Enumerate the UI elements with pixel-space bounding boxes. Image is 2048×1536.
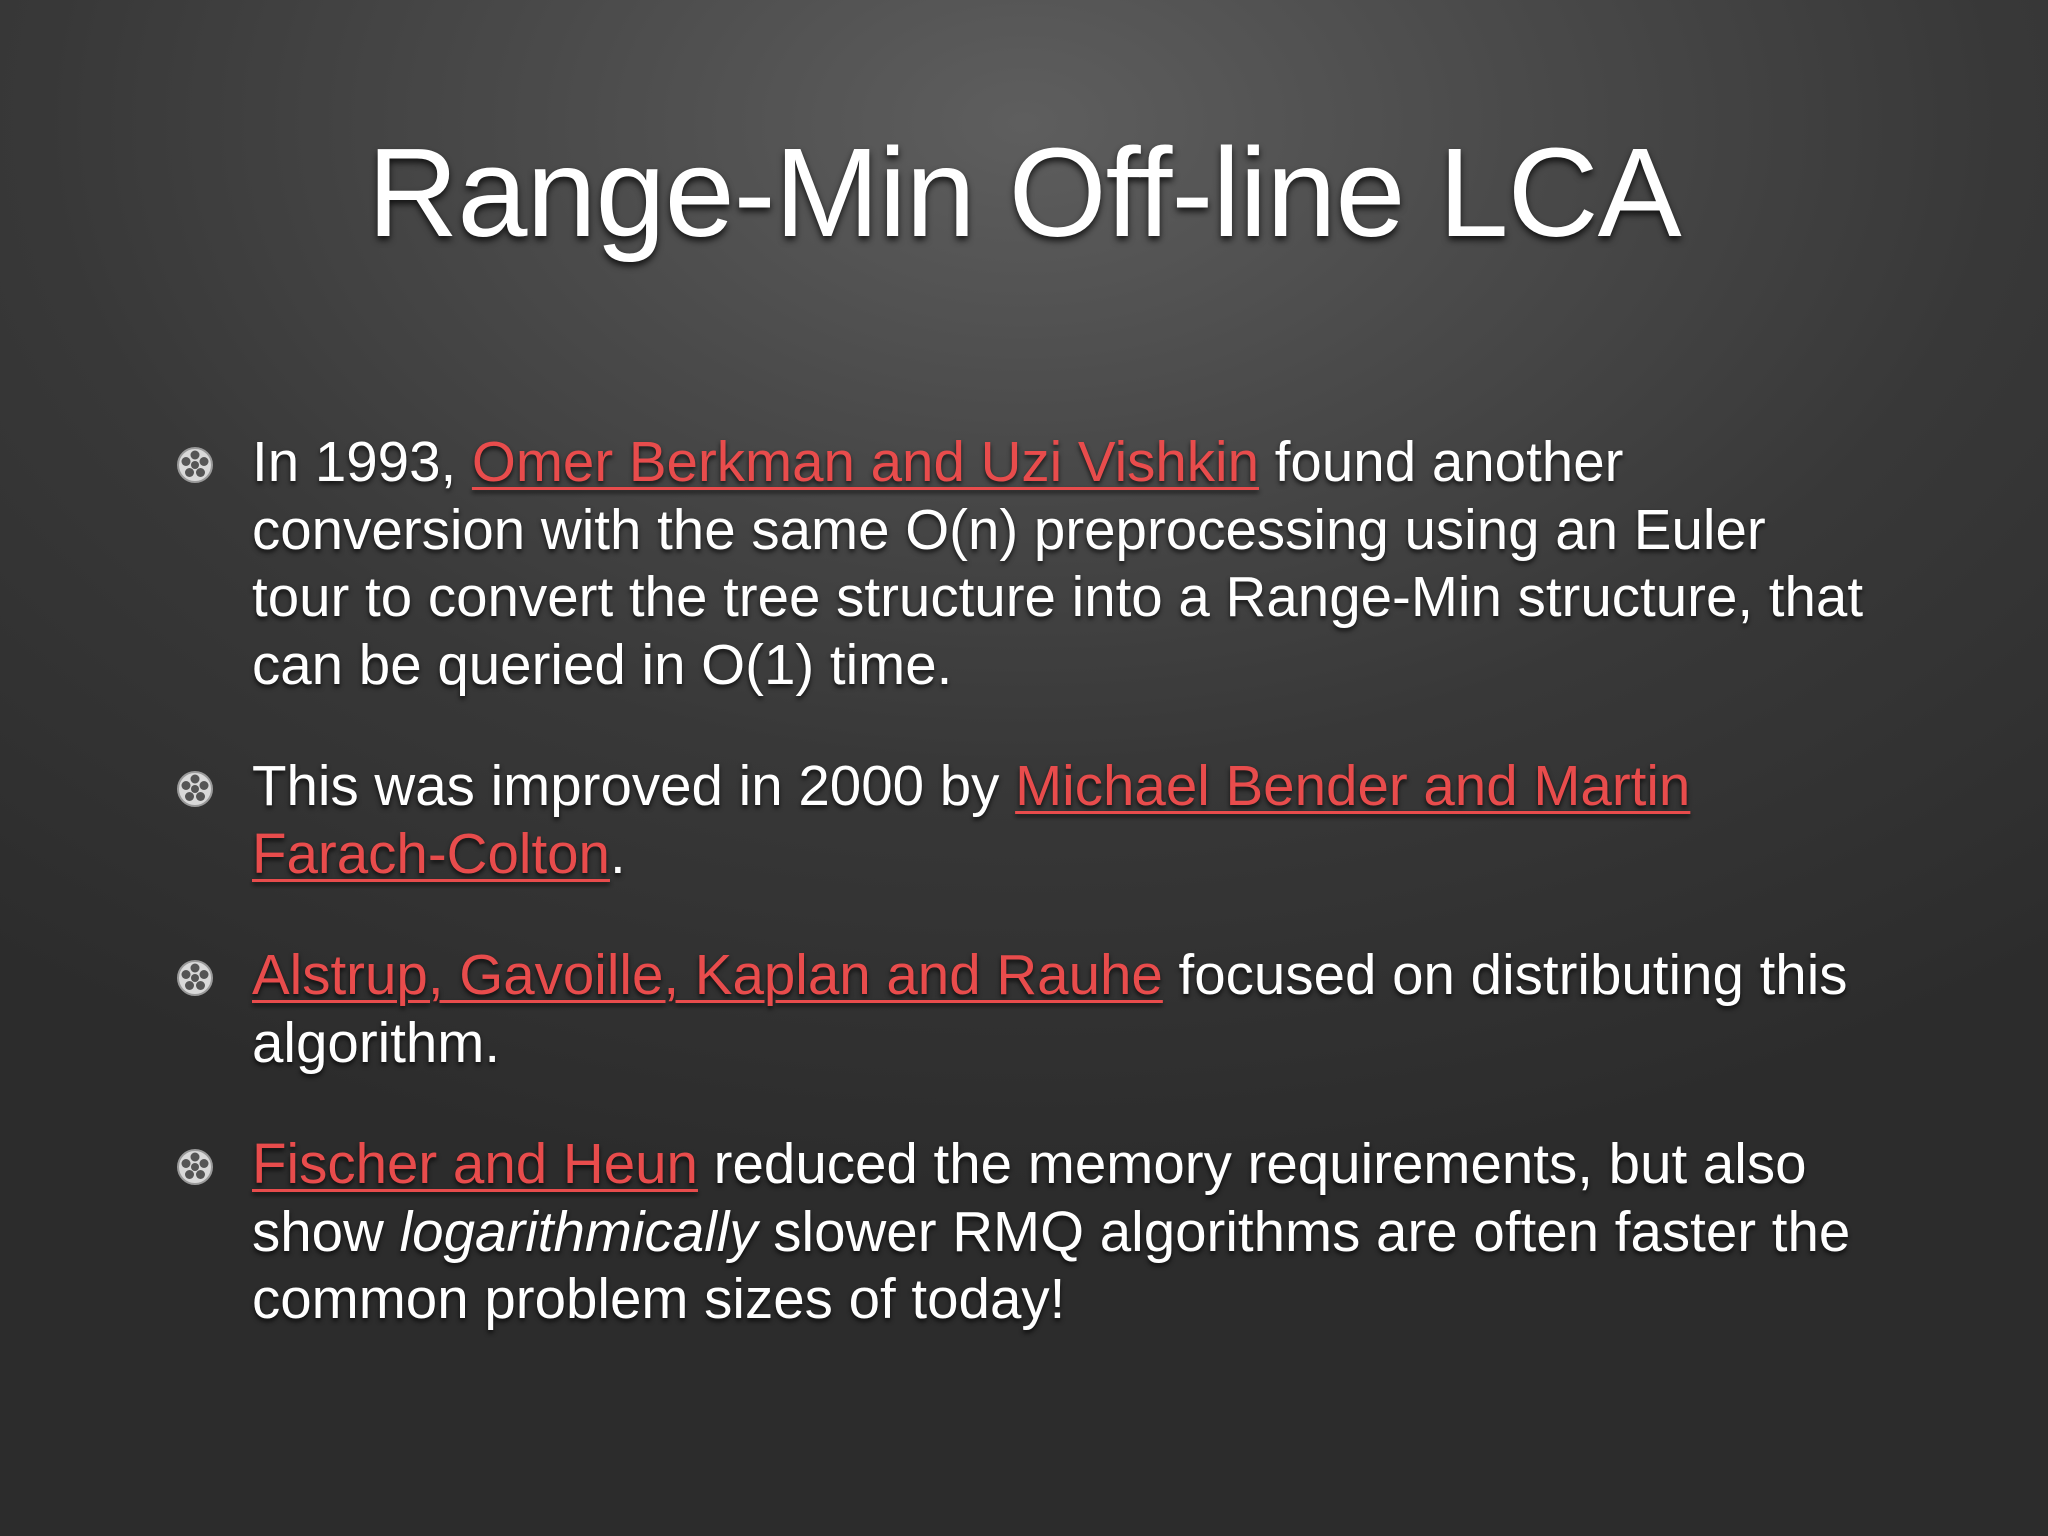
bullet-text bbox=[252, 943, 1848, 1074]
bullet-item bbox=[0, 941, 1872, 1076]
bullet-text-post: reduced the memory requirements, but also show bbox=[252, 1132, 1807, 1263]
bullet-text bbox=[252, 754, 1690, 885]
author-link[interactable]: Alstrup, Gavoille, Kaplan and Rauhe bbox=[252, 943, 1163, 1006]
bullet-text bbox=[252, 1132, 1850, 1330]
author-link[interactable]: Omer Berkman and Uzi Vishkin bbox=[471, 430, 1260, 493]
bullet-text-pre: This was improved in 2000 by bbox=[252, 754, 1016, 817]
bullet-text-post: focused on distributing this algorithm. bbox=[252, 943, 1848, 1074]
bullet-text-emphasis: logarithmically bbox=[399, 1199, 758, 1263]
film-reel-icon bbox=[175, 1147, 215, 1187]
bullet-item bbox=[0, 428, 1872, 698]
bullet-text-pre: In 1993, bbox=[252, 430, 472, 493]
film-reel-icon bbox=[175, 445, 215, 485]
bullet-item bbox=[0, 752, 1872, 887]
author-link[interactable]: Michael Bender and Martin Farach-Colton bbox=[252, 754, 1691, 885]
bullet-text-post: . bbox=[609, 821, 626, 885]
film-reel-icon bbox=[175, 769, 215, 809]
film-reel-icon bbox=[175, 958, 215, 998]
bullet-text bbox=[252, 430, 1863, 696]
author-link[interactable]: Fischer and Heun bbox=[252, 1132, 698, 1195]
bullet-list bbox=[0, 428, 2048, 1387]
bullet-text-post2: slower RMQ algorithms are often faster the common problem sizes of today! bbox=[252, 1199, 1851, 1330]
slide-title: Range-Min Off-line LCA bbox=[367, 122, 1681, 263]
bullet-text-post: found another conversion with the same O(n) preprocessing using an Euler tour to convert the tree structure into a Range-Min structure, that can be queried in O(1) time. bbox=[252, 430, 1864, 696]
bullet-item bbox=[0, 1130, 1872, 1333]
